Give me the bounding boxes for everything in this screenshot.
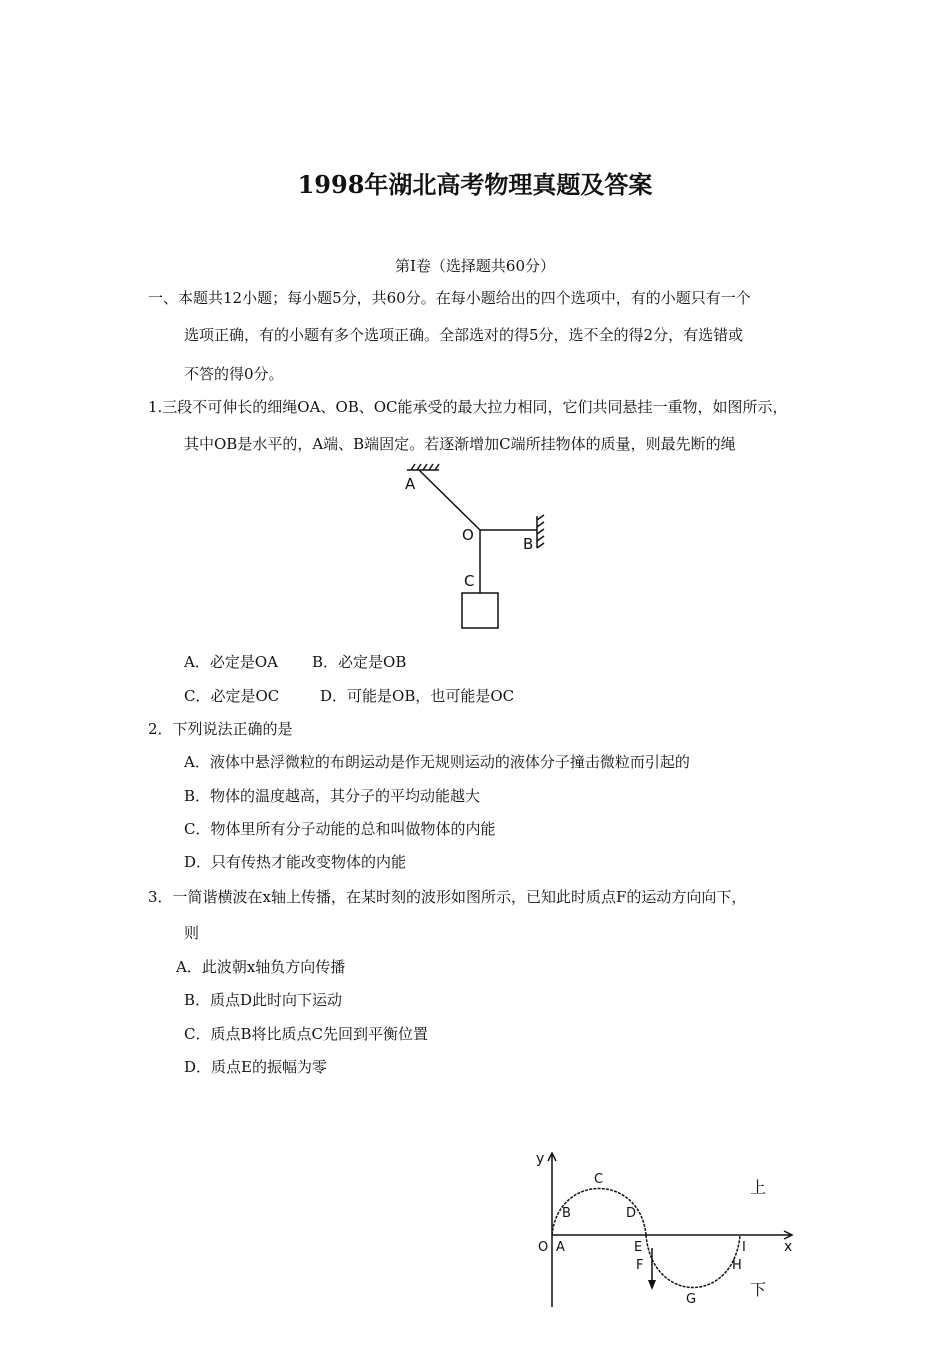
instructions-line-3: 不答的得0分。 bbox=[184, 365, 284, 383]
q2-option-d: D．只有传热才能改变物体的内能 bbox=[184, 853, 407, 871]
label-point-c: C bbox=[594, 1172, 604, 1187]
label-up: 上 bbox=[750, 1178, 767, 1197]
label-point-b: B bbox=[562, 1206, 571, 1221]
q1-option-c: C．必定是OC bbox=[184, 687, 280, 705]
q1-option-b: B．必定是OB bbox=[312, 653, 407, 671]
label-point-i: I bbox=[742, 1240, 746, 1255]
label-origin: O bbox=[538, 1240, 549, 1255]
hanging-weight bbox=[462, 593, 498, 628]
q3-option-b: B．质点D此时向下运动 bbox=[184, 991, 343, 1009]
wave-diagram bbox=[520, 1145, 810, 1315]
instructions-line-2: 选项正确，有的小题有多个选项正确。全部选对的得5分，选不全的得2分，有选错或 bbox=[184, 326, 744, 344]
f-arrowhead bbox=[648, 1280, 656, 1290]
q2-option-c: C．物体里所有分子动能的总和叫做物体的内能 bbox=[184, 820, 496, 838]
label-b: B bbox=[523, 535, 534, 553]
q1-stem-line-1: 1.三段不可伸长的细绳OA、OB、OC能承受的最大拉力相同，它们共同悬挂一重物，如图所示， bbox=[148, 398, 788, 416]
section-title: 第Ⅰ卷（选择题共60分） bbox=[394, 257, 555, 275]
rope-diagram bbox=[395, 462, 565, 634]
page-title: 1998年湖北高考物理真题及答案 bbox=[297, 170, 653, 199]
q2-option-b: B．物体的温度越高，其分子的平均动能越大 bbox=[184, 787, 481, 805]
label-y: y bbox=[536, 1151, 545, 1167]
label-point-h: H bbox=[732, 1258, 742, 1273]
q1-stem-line-2: 其中OB是水平的，A端、B端固定。若逐渐增加C端所挂物体的质量，则最先断的绳 bbox=[184, 435, 736, 453]
label-point-d: D bbox=[626, 1206, 637, 1221]
label-a: A bbox=[405, 475, 416, 493]
wave-trough bbox=[646, 1235, 740, 1288]
instructions-line-1: 一、本题共12小题；每小题5分，共60分。在每小题给出的四个选项中，有的小题只有一个 bbox=[148, 289, 751, 307]
q1-option-a: A．必定是OA bbox=[184, 653, 278, 671]
label-point-f: F bbox=[636, 1258, 644, 1273]
q2-stem: 2．下列说法正确的是 bbox=[148, 720, 293, 738]
label-o: O bbox=[462, 526, 474, 544]
q1-option-d: D．可能是OB，也可能是OC bbox=[320, 687, 515, 705]
q3-option-d: D．质点E的振幅为零 bbox=[184, 1058, 327, 1076]
label-point-a: A bbox=[556, 1240, 565, 1255]
q3-stem-line-1: 3．一简谐横波在x轴上传播，在某时刻的波形如图所示，已知此时质点F的运动方向向下， bbox=[148, 888, 747, 906]
q3-option-c: C．质点B将比质点C先回到平衡位置 bbox=[184, 1025, 428, 1043]
q3-option-a: A．此波朝x轴负方向传播 bbox=[176, 958, 346, 976]
label-down: 下 bbox=[750, 1280, 767, 1299]
label-point-g: G bbox=[686, 1292, 697, 1307]
label-c: C bbox=[464, 572, 475, 590]
label-x: x bbox=[784, 1239, 793, 1255]
rope-oa bbox=[419, 470, 480, 530]
q3-stem-line-2: 则 bbox=[184, 924, 200, 942]
q2-option-a: A．液体中悬浮微粒的布朗运动是作无规则运动的液体分子撞击微粒而引起的 bbox=[184, 753, 690, 771]
label-point-e: E bbox=[634, 1240, 643, 1255]
